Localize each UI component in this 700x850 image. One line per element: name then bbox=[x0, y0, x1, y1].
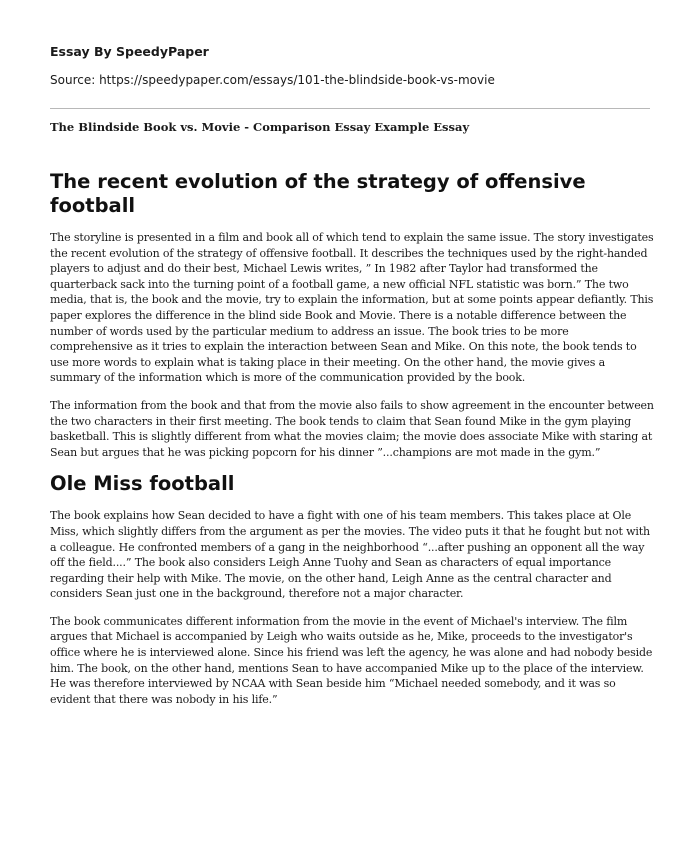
body-paragraph: The book communicates different information from the movie in the event of Michael's interview. The film argues that Michael is accompanied by Leigh who waits outside as he, Mike, proceeds to the investigator's office where he is interviewed alone. Since his friend was left the agency, he was alone and had nobody beside him. The book, on the other hand, mentions Sean to have accompanied Mike up to the place of the interview. He was therefore interviewed by NCAA with Sean beside him “Michael needed somebody, and it was so evident that there was nobody in his life.” bbox=[50, 614, 653, 706]
section-heading: The recent evolution of the strategy of offensive football bbox=[50, 170, 586, 217]
essay-body bbox=[50, 170, 654, 719]
body-paragraph: The information from the book and that from the movie also fails to show agreement in the encounter between the two characters in their first meeting. The book tends to claim that Sean found Mike in the gym playing basketball. This is slightly different from what the movies claim; the movie does associate Mike with staring at Sean but argues that he was picking popcorn for his dinner ”...champions are mot made in the gym.” bbox=[50, 398, 654, 459]
header-divider bbox=[50, 108, 650, 109]
section-ole-miss-football bbox=[50, 472, 654, 707]
section-offensive-football bbox=[50, 170, 654, 460]
source-line: Source: https://speedypaper.com/essays/101-the-blindside-book-vs-movie bbox=[50, 73, 495, 87]
body-paragraph: The book explains how Sean decided to have a fight with one of his team members. This takes place at Ole Miss, which slightly differs from the argument as per the movies. The video puts it that he fought but not with a colleague. He confronted members of a gang in the neighborhood “...after pushing an opponent all the way off the field....” The book also considers Leigh Anne Tuohy and Sean as characters of equal importance regarding their help with Mike. The movie, on the other hand, Leigh Anne as the central character and considers Sean just one in the background, therefore not a major character. bbox=[50, 509, 650, 601]
essay-title: The Blindside Book vs. Movie - Comparison Essay Example Essay bbox=[50, 120, 470, 134]
section-heading: Ole Miss football bbox=[50, 472, 235, 496]
site-title: Essay By SpeedyPaper bbox=[50, 44, 209, 59]
body-paragraph: The storyline is presented in a film and book all of which tend to explain the same issue. The story investigates the recent evolution of the strategy of offensive football. It describes the techniques used by the right-handed players to adjust and do their best, Michael Lewis writes, ” In 1982 after Taylor had transformed the quarterback sack into the turning point of a football game, a new official NFL statistic was born.” The two media, that is, the book and the movie, try to explain the information, but at some points appear defiantly. This paper explores the difference in the blind side Book and Movie. There is a notable difference between the number of words used by the particular medium to address an issue. The book tries to be more comprehensive as it tries to explain the interaction between Sean and Mike. On this note, the book tends to use more words to explain what is taking place in their meeting. On the other hand, the movie gives a summary of the information which is more of the communication provided by the book. bbox=[50, 231, 654, 385]
